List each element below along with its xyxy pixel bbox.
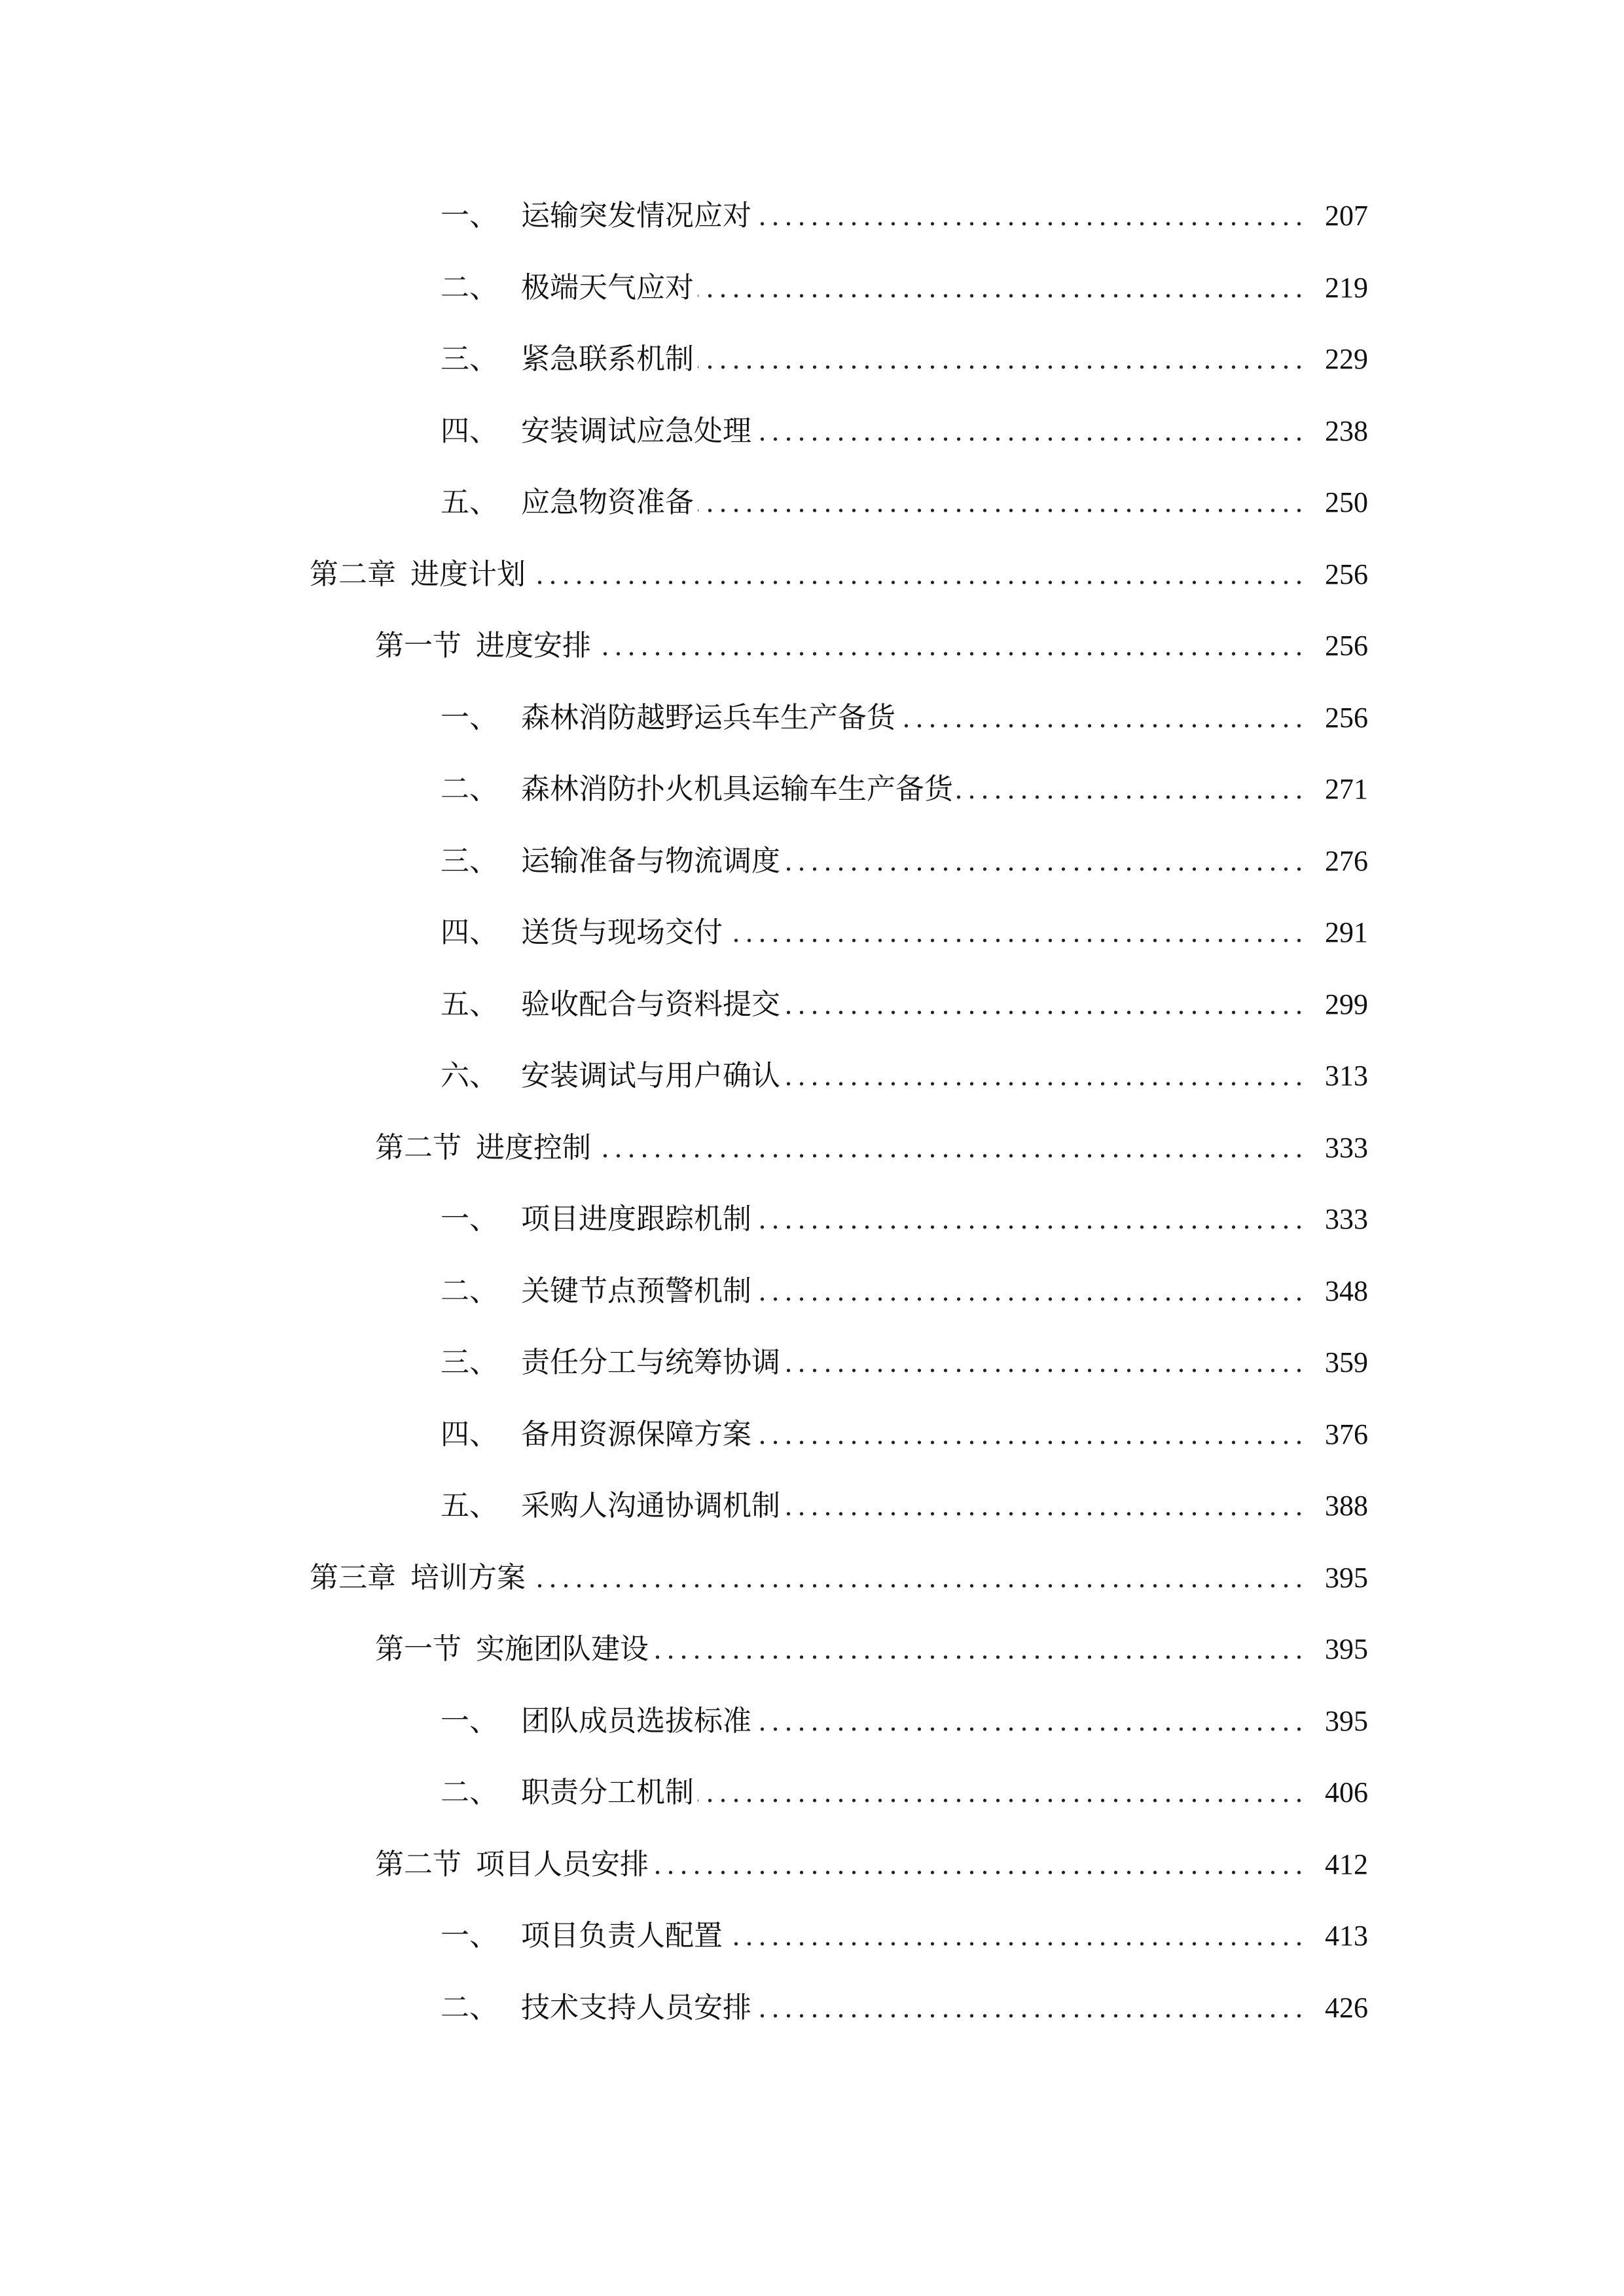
toc-entry[interactable] — [441, 323, 1368, 395]
toc-section-title: 实施团队建设 — [476, 1633, 649, 1665]
toc-entry[interactable] — [441, 1470, 1368, 1542]
toc-leader-dots — [698, 467, 1303, 539]
toc-leader-dots — [755, 1255, 1303, 1327]
toc-leader-dots — [755, 1685, 1303, 1757]
toc-entry-marker: 五、 — [441, 988, 498, 1020]
toc-entry-page-number: 406 — [1325, 1776, 1368, 1808]
toc-entry-page-number: 333 — [1325, 1132, 1368, 1164]
toc-entry[interactable] — [441, 1327, 1368, 1399]
toc-entry-page-number: 238 — [1325, 415, 1368, 447]
toc-leader-dots — [698, 323, 1303, 395]
toc-entry[interactable] — [441, 682, 1368, 754]
toc-entry-title: 责任分工与统筹协调 — [521, 1346, 780, 1378]
toc-entry[interactable] — [441, 1183, 1368, 1255]
toc-chapter-label: 第二章 — [310, 558, 396, 590]
toc-entry-marker: 三、 — [441, 343, 498, 375]
toc-entry-page-number: 256 — [1325, 702, 1368, 734]
toc-entry[interactable] — [441, 897, 1368, 969]
toc-entry-marker: 六、 — [441, 1060, 498, 1092]
toc-leader-dots — [727, 1900, 1303, 1972]
toc-entry-title: 森林消防扑火机具运输车生产备货 — [521, 773, 953, 805]
toc-leader-dots — [899, 682, 1303, 754]
toc-entry-marker: 一、 — [441, 702, 498, 734]
toc-entry-page-number: 219 — [1325, 272, 1368, 304]
toc-entry-marker: 四、 — [441, 916, 498, 948]
toc-entry-marker: 二、 — [441, 272, 498, 304]
toc-entry-marker: 一、 — [441, 1920, 498, 1952]
toc-entry-page-number: 299 — [1325, 988, 1368, 1020]
toc-leader-dots — [755, 395, 1303, 467]
toc-entry-page-number: 250 — [1325, 486, 1368, 518]
toc-entry[interactable] — [441, 180, 1368, 252]
toc-chapter-entry[interactable] — [310, 539, 1368, 611]
toc-entry-title: 安装调试应急处理 — [521, 415, 751, 447]
toc-leader-dots — [784, 1470, 1303, 1542]
toc-entry[interactable] — [441, 467, 1368, 539]
toc-leader-dots — [530, 1542, 1303, 1614]
toc-entry-page-number: 348 — [1325, 1275, 1368, 1307]
toc-section-entry[interactable] — [375, 1829, 1368, 1901]
toc-entry[interactable] — [441, 1040, 1368, 1112]
toc-entry-marker: 三、 — [441, 1346, 498, 1378]
toc-leader-dots — [755, 1183, 1303, 1255]
toc-leader-dots — [784, 969, 1303, 1041]
toc-entry-title: 送货与现场交付 — [521, 916, 723, 948]
toc-entry-marker: 二、 — [441, 1275, 498, 1307]
toc-entry-title: 关键节点预警机制 — [521, 1275, 751, 1307]
toc-chapter-entry[interactable] — [310, 1542, 1368, 1614]
toc-entry-title: 备用资源保障方案 — [521, 1418, 751, 1450]
toc-section-label: 第一节 — [375, 630, 461, 662]
toc-leader-dots — [595, 610, 1303, 682]
toc-entry-page-number: 271 — [1325, 773, 1368, 805]
toc-entry-marker: 三、 — [441, 845, 498, 877]
toc-entry-marker: 二、 — [441, 1992, 498, 2024]
toc-section-entry[interactable] — [375, 610, 1368, 682]
toc-leader-dots — [727, 897, 1303, 969]
toc-section-label: 第一节 — [375, 1633, 461, 1665]
toc-entry-marker: 五、 — [441, 1490, 498, 1522]
toc-entry-page-number: 276 — [1325, 845, 1368, 877]
toc-entry-page-number: 359 — [1325, 1346, 1368, 1378]
toc-entry-page-number: 256 — [1325, 630, 1368, 662]
toc-entry-page-number: 229 — [1325, 343, 1368, 375]
toc-leader-dots — [755, 1972, 1303, 2044]
toc-entry-title: 团队成员选拔标准 — [521, 1705, 751, 1737]
toc-entry-title: 采购人沟通协调机制 — [521, 1490, 780, 1522]
toc-entry-page-number: 395 — [1325, 1705, 1368, 1737]
toc-section-entry[interactable] — [375, 1613, 1368, 1685]
toc-entry-title: 紧急联系机制 — [521, 343, 694, 375]
toc-section-entry[interactable] — [375, 1112, 1368, 1184]
toc-entry-title: 森林消防越野运兵车生产备货 — [521, 702, 895, 734]
toc-entry-marker: 一、 — [441, 1203, 498, 1235]
toc-section-title: 进度安排 — [476, 630, 591, 662]
toc-entry-page-number: 395 — [1325, 1562, 1368, 1594]
toc-entry-title: 技术支持人员安排 — [521, 1992, 751, 2024]
toc-entry[interactable] — [441, 1255, 1368, 1327]
toc-entry-marker: 五、 — [441, 486, 498, 518]
toc-entry[interactable] — [441, 753, 1368, 825]
toc-entry-title: 安装调试与用户确认 — [521, 1060, 780, 1092]
toc-entry-page-number: 313 — [1325, 1060, 1368, 1092]
toc-entry-page-number: 426 — [1325, 1992, 1368, 2024]
toc-entry-page-number: 413 — [1325, 1920, 1368, 1952]
toc-leader-dots — [784, 1327, 1303, 1399]
toc-entry-page-number: 395 — [1325, 1633, 1368, 1665]
toc-section-label: 第二节 — [375, 1848, 461, 1880]
toc-entry-marker: 四、 — [441, 415, 498, 447]
toc-entry-page-number: 412 — [1325, 1848, 1368, 1880]
toc-entry[interactable] — [441, 1972, 1368, 2044]
toc-entry-title: 项目负责人配置 — [521, 1920, 723, 1952]
toc-entry[interactable] — [441, 395, 1368, 467]
toc-chapter-label: 第三章 — [310, 1562, 396, 1594]
toc-entry-page-number: 388 — [1325, 1490, 1368, 1522]
toc-entry-marker: 四、 — [441, 1418, 498, 1450]
toc-section-label: 第二节 — [375, 1132, 461, 1164]
toc-chapter-title: 进度计划 — [410, 558, 526, 590]
toc-leader-dots — [530, 539, 1303, 611]
toc-section-title: 进度控制 — [476, 1132, 591, 1164]
toc-leader-dots — [784, 1040, 1303, 1112]
toc-entry-marker: 一、 — [441, 1705, 498, 1737]
toc-leader-dots — [698, 252, 1303, 324]
toc-entry[interactable] — [441, 825, 1368, 897]
toc-entry-page-number: 207 — [1325, 200, 1368, 232]
toc-entry-marker: 二、 — [441, 773, 498, 805]
toc-leader-dots — [755, 180, 1303, 252]
toc-section-title: 项目人员安排 — [476, 1848, 649, 1880]
toc-entry[interactable] — [441, 969, 1368, 1041]
toc-entry-page-number: 333 — [1325, 1203, 1368, 1235]
toc-entry-page-number: 376 — [1325, 1418, 1368, 1450]
toc-entry[interactable] — [441, 252, 1368, 324]
toc-entry[interactable] — [441, 1900, 1368, 1972]
toc-leader-dots — [957, 753, 1303, 825]
toc-entry-title: 验收配合与资料提交 — [521, 988, 780, 1020]
toc-chapter-title: 培训方案 — [410, 1562, 526, 1594]
toc-entry-title: 运输准备与物流调度 — [521, 845, 780, 877]
toc-entry-title: 项目进度跟踪机制 — [521, 1203, 751, 1235]
toc-entry-title: 职责分工机制 — [521, 1776, 694, 1808]
toc-entry-page-number: 291 — [1325, 916, 1368, 948]
toc-leader-dots — [595, 1112, 1303, 1184]
toc-entry-marker: 二、 — [441, 1776, 498, 1808]
toc-entry-title: 运输突发情况应对 — [521, 200, 751, 232]
toc-entry-title: 极端天气应对 — [521, 272, 694, 304]
toc-leader-dots — [653, 1829, 1303, 1901]
toc-entry-page-number: 256 — [1325, 558, 1368, 590]
toc-leader-dots — [653, 1613, 1303, 1685]
toc-leader-dots — [698, 1757, 1303, 1829]
toc-entry-title: 应急物资准备 — [521, 486, 694, 518]
toc-entry-marker: 一、 — [441, 200, 498, 232]
toc-entry[interactable] — [441, 1757, 1368, 1829]
toc-leader-dots — [755, 1399, 1303, 1471]
toc-leader-dots — [784, 825, 1303, 897]
toc-entry[interactable] — [441, 1399, 1368, 1471]
toc-entry[interactable] — [441, 1685, 1368, 1757]
